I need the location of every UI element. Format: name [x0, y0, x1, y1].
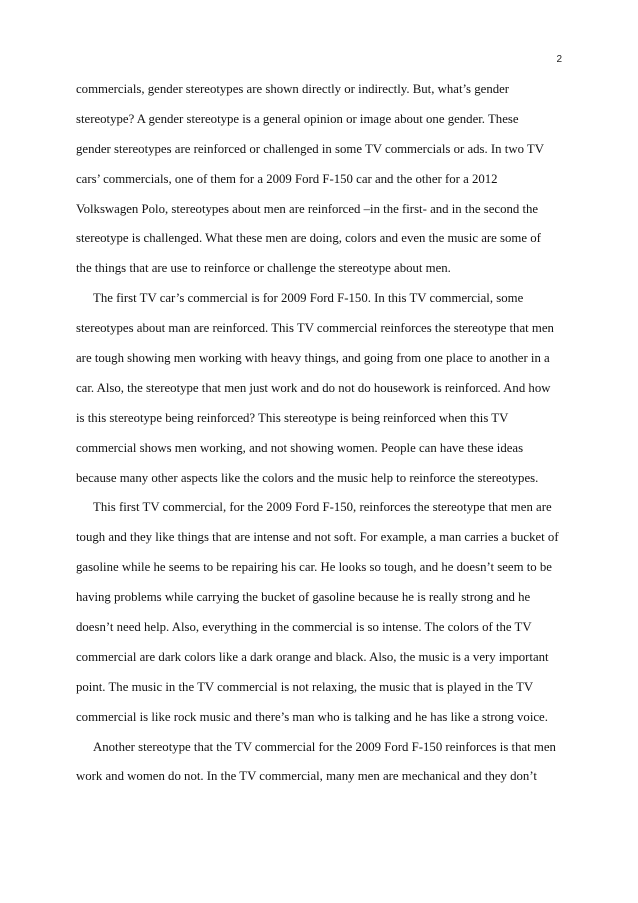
text-line: the things that are use to reinforce or challenge the stereotype about men. [76, 261, 451, 276]
paragraph [76, 75, 570, 284]
text-line: gender stereotypes are reinforced or challenged in some TV commercials or ads. In two TV [76, 141, 544, 156]
text-line: commercials, gender stereotypes are shown directly or indirectly. But, what’s gender [76, 82, 510, 96]
text-line: cars’ commercials, one of them for a 2009 Ford F-150 car and the other for a 2012 [76, 171, 498, 186]
text-line: point. The music in the TV commercial is not relaxing, the music that is played in the TV [76, 679, 534, 694]
text-line: commercial is like rock music and there’s man who is talking and he has like a strong voice. [76, 709, 548, 724]
text-line: stereotype? A gender stereotype is a general opinion or image about one gender. These [76, 111, 519, 126]
text-line: commercial are dark colors like a dark orange and black. Also, the music is a very important [76, 649, 549, 664]
paragraph [76, 284, 570, 493]
text-line: is this stereotype being reinforced? This stereotype is being reinforced when this TV [76, 410, 509, 425]
text-line: are tough showing men working with heavy things, and going from one place to another in a [76, 351, 550, 366]
text-line: having problems while carrying the bucket of gasoline because he is really strong and he [76, 590, 531, 605]
page-number: 2 [556, 54, 562, 65]
paragraph [76, 493, 570, 732]
text-line: This first TV commercial, for the 2009 Ford F-150, reinforces the stereotype that men are [93, 500, 552, 515]
text-line: car. Also, the stereotype that men just work and do not do housework is reinforced. And how [76, 380, 551, 395]
text-line: work and women do not. In the TV commercial, many men are mechanical and they don’t [76, 769, 537, 784]
text-line: doesn’t need help. Also, everything in the commercial is so intense. The colors of the TV [76, 620, 532, 635]
paragraph [76, 733, 570, 793]
text-line: tough and they like things that are intense and not soft. For example, a man carries a bucket of [76, 530, 559, 545]
text-line: commercial shows men working, and not showing women. People can have these ideas [76, 440, 524, 455]
text-line: Another stereotype that the TV commercial for the 2009 Ford F-150 reinforces is that men [93, 739, 556, 754]
text-line: because many other aspects like the colors and the music help to reinforce the stereotypes. [76, 470, 539, 485]
body-text [76, 75, 570, 792]
text-line: gasoline while he seems to be repairing his car. He looks so tough, and he doesn’t seem to be [76, 560, 552, 575]
text-line: stereotypes about man are reinforced. This TV commercial reinforces the stereotype that men [76, 321, 554, 336]
text-line: The first TV car’s commercial is for 2009 Ford F-150. In this TV commercial, some [93, 291, 524, 306]
text-line: Volkswagen Polo, stereotypes about men are reinforced –in the first- and in the second the [76, 201, 539, 216]
text-line: stereotype is challenged. What these men are doing, colors and even the music are some of [76, 231, 541, 246]
